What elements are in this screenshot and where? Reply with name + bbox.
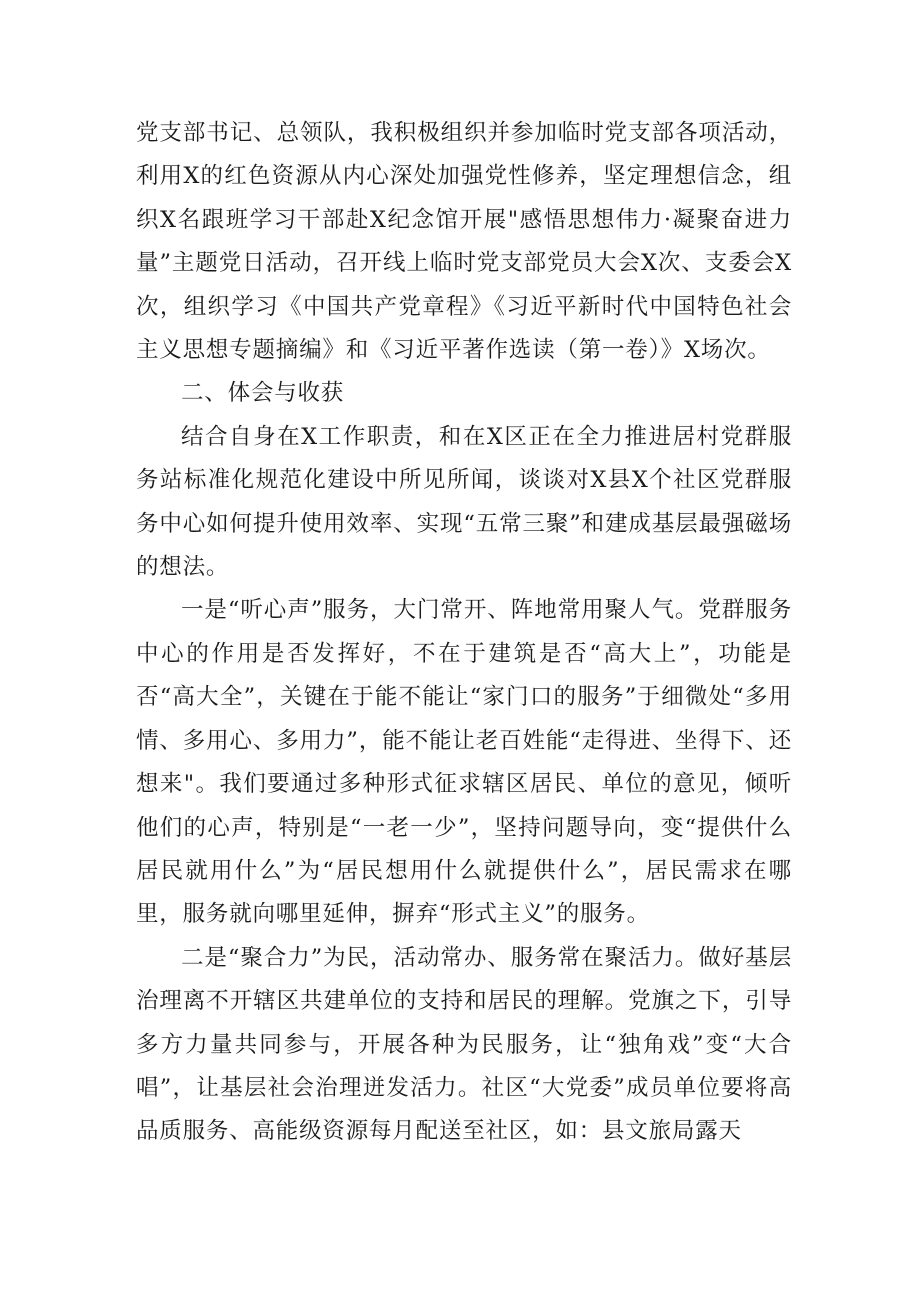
document-body <box>136 112 792 1154</box>
section-heading-experience: 二、体会与收获 <box>181 380 345 407</box>
paragraph-gather-strength: 二是“聚合力”为民，活动常办、服务常在聚活力。做好基层治理离不开辖区共建单位的支持和居民的理解。党旗之下，引导多方力量共同参与，开展各种为民服务，让“独角戏”变“大合唱”，让基层社会治理迸发活力。社区“大党委”成员单位要将高品质服务、高能级资源每月配送至社区，如：县文旅局露天 <box>136 944 792 1145</box>
paragraph-intro-thoughts: 结合自身在X工作职责，和在X区正在全力推进居村党群服务站标准化规范化建设中所见所闻，谈谈对X县X个社区党群服务中心如何提升使用效率、实现“五常三聚”和建成基层最强磁场的想法。 <box>136 423 792 581</box>
paragraph-listen-voice: 一是“听心声”服务，大门常开、阵地常用聚人气。党群服务中心的作用是否发挥好，不在于建筑是否“高大上”，功能是否“高大全”，关键在于能不能让“家门口的服务”于细微处“多用情、多用心、多用力”，能不能让老百姓能“走得进、坐得下、还想来"。我们要通过多种形式征求辖区居民、单位的意见，倾听他们的心声，特别是“一老一少”，坚持问题导向，变“提供什么居民就用什么”为“居民想用什么就提供什么”，居民需求在哪里，服务就向哪里延伸，摒弃“形式主义”的服务。 <box>136 597 792 928</box>
paragraph-party-activities: 党支部书记、总领队，我积极组织并参加临时党支部各项活动，利用X的红色资源从内心深处加强党性修养，坚定理想信念，组织X名跟班学习干部赴X纪念馆开展"感悟思想伟力·凝聚奋进力量”主题党日活动，召开线上临时党支部党员大会X次、支委会X次，组织学习《中国共产党章程》《习近平新时代中国特色社会主义思想专题摘编》和《习近平著作选读（第一卷）》X场次。 <box>136 120 792 364</box>
